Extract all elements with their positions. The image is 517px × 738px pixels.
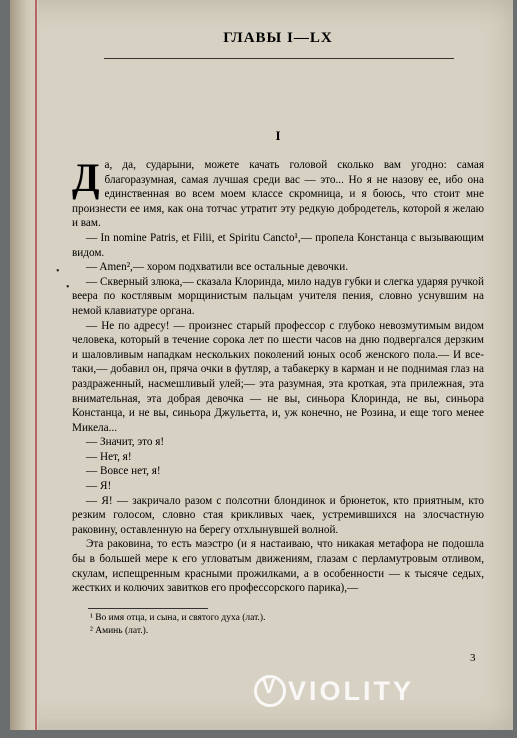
page-number: 3 <box>470 652 476 664</box>
watermark: VIOLITY <box>288 676 415 706</box>
body-text <box>72 155 484 596</box>
spine-edge <box>35 0 37 730</box>
paragraph: — In nomine Patris, et Filii, et Spiritu Cancto¹,— пропела Констанца с вызывающим видом. <box>72 231 484 259</box>
chapter-title: ГЛАВЫ I—LX <box>223 30 333 46</box>
paragraph: — Я! — закричало разом с полсотни блондинок и брюнеток, кто приятным, кто резким голосом, словно стая крикливых чаек, устремившихся на злосчастную раковину, оставленную на берегу отхлынувшей волной. <box>72 494 484 536</box>
book-spine <box>10 0 38 730</box>
paragraph: — Вовсе нет, я! <box>86 465 161 478</box>
footnotes <box>90 612 484 638</box>
footnote: ¹ Во имя отца, и сына, и святого духа (лат.). <box>90 613 266 623</box>
paragraph: — Amen²,— хором подхватили все остальные девочки. <box>86 261 349 274</box>
watermark-logo-icon <box>254 675 286 707</box>
dropcap: Д <box>72 155 100 200</box>
section-number: I <box>275 128 281 143</box>
paragraph: — Скверный злюка,— сказала Клоринда, мило надув губки и слегка ударяя ручкой веера по костлявым морщинистым пальцам учителя пения, словно уснувшим на немой клавиатуре органа. <box>72 275 484 317</box>
margin-dot: • <box>66 282 70 293</box>
title-rule <box>104 58 454 59</box>
paragraph: — Значит, это я! <box>86 436 165 449</box>
paragraph: — Я! <box>86 480 112 493</box>
paragraph: Да, да, сударыни, можете качать головой сколько вам угодно: самая благоразумная, самая лучшая среди вас — это... Но я не назову ее, ибо она единственная во всем моем классе скромница, и я боюсь, что стоит мне произнести ее имя, как она тотчас утратит эту редкую добродетель, которой я желаю и вам. <box>72 155 484 230</box>
paragraph: — Нет, я! <box>86 450 132 463</box>
paragraph: — Не по адресу! — произнес старый профессор с глубоко невозмутимым видом человека, который в течение сорока лет по шести часов на дню подвергался дерзким и шаловливым нападкам нескольких поколений юных особ женского пола.— И все-таки,— добавил он, пряча очки в футляр, а табакерку в карман и не поднимая глаз на раздраженный, насмешливый улей;— эта разумная, эта кроткая, эта прилежная, эта внимательная, эта добрая девочка — не вы, синьора Клоринда, не вы, синьора Констанца, и не вы, синьора Джульетта, и, уж конечно, не Розина, и еще того менее Микела... <box>72 319 484 434</box>
footnote: ² Аминь (лат.). <box>90 626 149 636</box>
paragraph: Эта раковина, то есть маэстро (и я настаиваю, что никакая метафора не подошла бы в большей мере к его угловатым движениям, глазам с перламутровым отливом, скулам, испещренным красными прожилками, а в особенности — к тысяче седых, жестких и колючих завитков его профессорского парика),— <box>72 538 484 595</box>
footnote-rule <box>88 608 208 609</box>
margin-dot: • <box>56 266 60 277</box>
